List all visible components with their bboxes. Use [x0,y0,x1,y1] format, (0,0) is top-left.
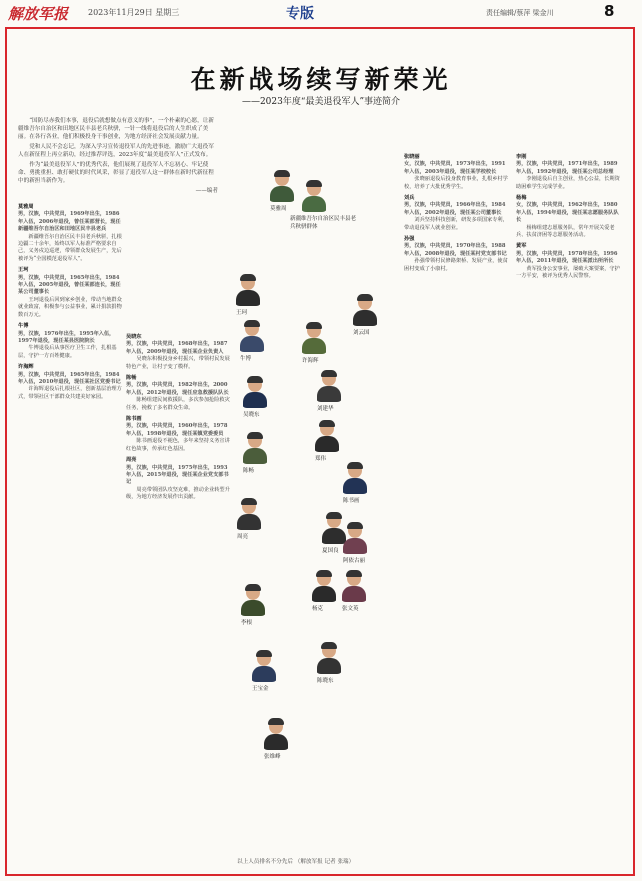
profile-name: 周亮 [126,457,137,464]
footer-caption-text: 以上人员排名不分先后 [237,859,293,865]
portrait-name: 杨克 [312,606,324,612]
footer-caption [237,857,354,865]
profile-text: 吴晓东积极投身乡村振兴，带领村民发展特色产业，让村子变了模样。 [126,356,230,370]
profile-meta: 男，汉族，中共党员，1969年出生，1986年入伍，2006年退役，曾任某部营长，现任新疆维吾尔自治区和田地区民丰县老兵 [18,211,121,233]
profile-meta: 男，汉族，中共党员，1960年出生，1978年入伍，1998年退役，现任某镇党委委员 [126,423,228,437]
portrait-photo [351,292,379,326]
portrait-name: 李根 [241,620,253,626]
portrait-name: 莫雅周 [270,206,287,212]
portrait-name: 陈畅 [243,468,255,474]
portrait-name: 王宝金 [252,686,269,692]
portrait-name: 张维峰 [264,754,281,760]
page-title: 在新战场续写新荣光 [190,65,452,94]
portrait-photo [268,168,296,202]
portrait-photo [341,520,369,554]
profile-name: 陈书画 [126,416,142,423]
intro-text [18,117,218,197]
portrait-photo [315,368,343,402]
portrait-name: 阿依古丽 [343,558,366,564]
profile-meta: 男，汉族，1976年出生，1995年入伍，1997年退役，现任某县医院院长 [18,330,115,344]
intro-paragraph: 党和人民不会忘记，为深入学习宣传退役军人的先进事迹，激励广大退役军人在新征程上再立新功，经过推荐评选，2023年度“最美退役军人”正式发布。 [18,144,214,158]
profile-meta: 男，汉族，中共党员，1982年出生，2000年入伍，2012年退役，现任应急救援队队长 [126,382,229,396]
portrait-name: 张文英 [342,606,359,612]
portrait-name: 王珂 [236,310,248,316]
portrait-photo [300,178,328,212]
profile-meta: 男，汉族，中共党员，1970年出生，1988年入伍，2008年退役，现任某村党支部书记 [404,243,507,257]
profile-name: 牛博 [18,323,29,330]
profile-text: 刘兵坚持科技创新，研发多项国家专利，带动退役军人就业创业。 [404,217,508,231]
page-subtitle: ——2023年度“最美退役军人”事迹简介 [241,97,401,107]
portrait-photo [341,460,369,494]
portrait-name: 刘建华 [317,406,334,412]
profile-meta: 男，汉族，中共党员，1968年出生，1987年入伍，2009年退役，现任某企业负责人 [126,341,228,355]
portrait-photo [315,640,343,674]
profile-name: 王珂 [18,267,29,274]
profile-name: 李刚 [516,154,527,160]
portrait-name: 郑伟 [315,456,327,462]
profile-meta: 男，汉族，中共党员，1965年出生，1984年入伍，2005年退役，曾任某部连长，现任某公司董事长 [18,274,121,296]
profile-meta: 男，汉族，中共党员，1971年出生，1989年入伍，1992年退役，现任某公司总经理 [516,161,618,175]
portrait-name: 许海辉 [302,358,319,364]
profile-name: 黄军 [516,243,527,250]
profile-text: 陈畅组建民间救援队，多次参加抢险救灾任务，挽救了多名群众生命。 [126,397,230,411]
portrait-name: 刘云国 [353,330,370,336]
profile-meta: 男，汉族，中共党员，1978年出生，1996年入伍，2011年退役，现任某派出所所长 [516,250,618,265]
portrait-photo [241,430,269,464]
portrait-photo [340,568,368,602]
portrait-photo [262,716,290,750]
portrait-name: 陈书画 [343,498,360,504]
portrait-name: 新疆维吾尔自治区民丰县老兵秋骈群体 [290,216,357,230]
profile-name: 许海辉 [18,364,34,371]
profile-name: 孙强 [404,236,415,243]
profile-name: 刘兵 [404,195,415,202]
profile-name: 杨梅 [516,195,527,202]
profile-text: 许海辉退役后扎根社区，创新基层治理方式，带领社区干部群众共建美好家园。 [18,386,122,400]
profile-text: 陈书画退役不褪色，多年来坚持义务宣讲红色故事，传承红色基因。 [126,438,230,452]
portrait-photo [313,418,341,452]
profile-text: 新疆维吾尔自治区民丰县老兵秋骈，扎根边疆二十余年，始终以军人标准严格要求自己，义务戍边巡逻，带领群众发展生产，先后被评为“全国模范退役军人”。 [18,233,122,262]
portrait-photo [238,318,266,352]
portrait-photo [241,374,269,408]
profile-column-2 [126,330,230,502]
section-label: 专版 [286,6,314,22]
portrait-photo [300,320,328,354]
profile-text: 牛博退役后从事医疗卫生工作，扎根基层，守护一方百姓健康。 [18,345,117,359]
newspaper-logo: 解放军报 [8,5,69,23]
portrait-name: 陈晓东 [317,678,334,684]
portrait-name: 牛博 [240,356,252,362]
profile-meta: 女，汉族，中共党员，1973年出生，1991年入伍，2003年退役，现任某学校校长 [404,161,506,175]
portrait-photo [235,496,263,530]
profile-text: 张晓丽退役后投身教育事业，扎根乡村学校，培养了大批优秀学生。 [404,176,508,190]
profile-text: 周亮带领团队攻坚克难，推动企业转型升级，为地方经济发展作出贡献。 [126,486,230,501]
profile-meta: 男，汉族，中共党员，1975年出生，1993年入伍，2015年退役，现任某企业党支部书记 [126,464,229,486]
portrait-name: 夏国良 [322,548,339,554]
profile-meta: 男，汉族，中共党员，1966年出生，1984年入伍，2002年退役，现任某公司董事长 [404,202,506,216]
intro-paragraph: 作为“最美退役军人”的优秀代表，他们展现了退役军人不忘初心、牢记使命、勇挑重担、敢打硬仗的时代风采，彰显了退役军人这一群体在新时代新征程中的新担当新作为。 [18,162,214,184]
profile-text: 孙强带领村民修路架桥、发展产业，使贫困村变成了小康村。 [404,258,508,272]
portrait-name: 周亮 [237,534,249,540]
portrait-photo [310,568,338,602]
intro-paragraph: “国防尽赤我们本事，退役后就想做点有意义的事”，一个朴素的心愿，让新疆维吾尔自治区和田地区民丰县老兵秋骈，一针一线将退役后的人生织成了美丽。在各行各业，他们积极投身干事创业，为地方经济社会发展贡献力量。 [18,118,214,140]
profile-text: 杨梅组建志愿服务队，常年开展关爱老兵、扶贫济困等志愿服务活动。 [516,224,615,239]
issue-date: 2023年11月29日 星期三 [88,8,180,17]
profile-meta: 女，汉族，中共党员，1962年出生，1980年入伍，1994年退役，现任某志愿服务队队长 [516,202,619,224]
portrait-photo [239,582,267,616]
profile-text: 黄军投身公安事业，屡破大案要案，守护一方平安，被评为优秀人民警察。 [516,265,620,280]
profile-name: 陈畅 [126,375,137,382]
profile-name: 吴晓东 [126,334,142,340]
masthead [0,0,642,26]
profile-name: 莫雅周 [18,204,34,210]
portrait-name: 吴晓东 [243,412,260,418]
editors: 责任编辑/蔡萍 梁金川 [486,9,554,17]
profile-column-4 [516,150,620,281]
profile-name: 张晓丽 [404,154,420,160]
intro-byline: ——编者 [195,188,218,194]
footer-note: （解放军报 记者 张瑞） [294,859,355,865]
page-number: 8 [604,2,615,20]
profile-column-1 [18,200,122,401]
profile-column-3 [404,150,508,273]
portrait-photo [250,648,278,682]
portrait-photo [234,272,262,306]
profile-meta: 男，汉族，中共党员，1965年出生，1984年入伍，2010年退役，现任某社区党委书记 [18,371,121,385]
profile-text: 李刚退役后自主创业，热心公益，长期资助困难学生完成学业。 [516,176,620,190]
profile-text: 王珂退役后回到家乡创业，带动当地群众就业致富，积极参与公益事业，累计捐款捐物数百万元。 [18,296,122,318]
